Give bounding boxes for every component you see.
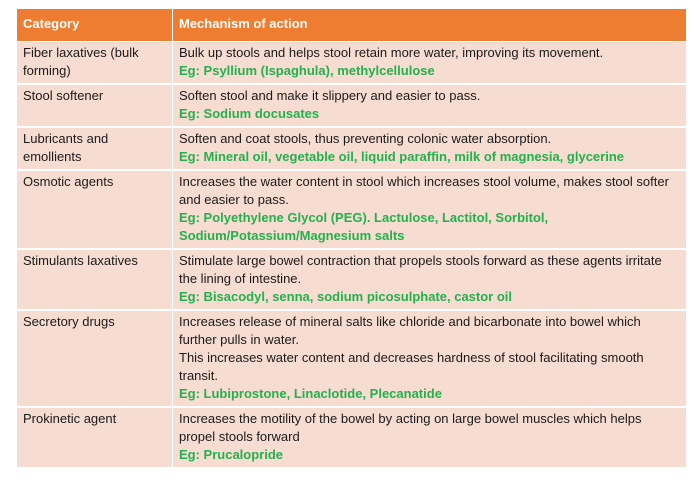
category-cell: Stool softener — [17, 84, 173, 127]
mechanism-description: This increases water content and decreases hardness of stool facilitating smooth transit. — [179, 350, 644, 383]
drug-examples: Eg: Psyllium (Ispaghula), methylcellulose — [179, 63, 435, 78]
table-row — [17, 42, 687, 85]
table-row — [17, 310, 687, 407]
table-header-row — [17, 9, 687, 42]
mechanism-cell — [173, 249, 687, 310]
mechanism-cell — [173, 127, 687, 170]
mechanism-description: Stimulate large bowel contraction that propels stools forward as these agents irritate the lining of intestine. — [179, 253, 662, 286]
drug-examples: Eg: Prucalopride — [179, 447, 284, 462]
laxatives-table — [16, 8, 687, 469]
category-cell: Lubricants and emollients — [17, 127, 173, 170]
mechanism-description: Bulk up stools and helps stool retain more water, improving its movement. — [179, 45, 604, 60]
drug-examples: Eg: Mineral oil, vegetable oil, liquid paraffin, milk of magnesia, glycerine — [179, 149, 624, 164]
category-cell: Osmotic agents — [17, 170, 173, 249]
drug-examples: Eg: Bisacodyl, senna, sodium picosulphate, castor oil — [179, 289, 513, 304]
mechanism-cell — [173, 84, 687, 127]
mechanism-description: Soften and coat stools, thus preventing colonic water absorption. — [179, 131, 552, 146]
mechanism-description: Soften stool and make it slippery and easier to pass. — [179, 88, 481, 103]
drug-examples: Eg: Polyethylene Glycol (PEG). Lactulose, Lactitol, Sorbitol, Sodium/Potassium/Magnesium salts — [179, 210, 549, 243]
drug-examples: Eg: Lubiprostone, Linaclotide, Plecanatide — [179, 386, 442, 401]
table-row — [17, 407, 687, 468]
table-row — [17, 127, 687, 170]
header-category: Category — [17, 9, 173, 42]
mechanism-cell — [173, 407, 687, 468]
header-mechanism: Mechanism of action — [173, 9, 687, 42]
table-row — [17, 170, 687, 249]
mechanism-description: Increases release of mineral salts like chloride and bicarbonate into bowel which further pulls in water. — [179, 314, 641, 347]
mechanism-cell — [173, 310, 687, 407]
mechanism-cell — [173, 42, 687, 85]
table-row — [17, 84, 687, 127]
category-cell: Secretory drugs — [17, 310, 173, 407]
laxatives-table-container — [16, 8, 686, 469]
mechanism-cell — [173, 170, 687, 249]
table-row — [17, 249, 687, 310]
mechanism-description: Increases the water content in stool which increases stool volume, makes stool softer and easier to pass. — [179, 174, 669, 207]
category-cell: Stimulants laxatives — [17, 249, 173, 310]
category-cell: Fiber laxatives (bulk forming) — [17, 42, 173, 85]
table-body — [17, 42, 687, 469]
category-cell: Prokinetic agent — [17, 407, 173, 468]
drug-examples: Eg: Sodium docusates — [179, 106, 320, 121]
mechanism-description: Increases the motility of the bowel by acting on large bowel muscles which helps propel stools forward — [179, 411, 642, 444]
